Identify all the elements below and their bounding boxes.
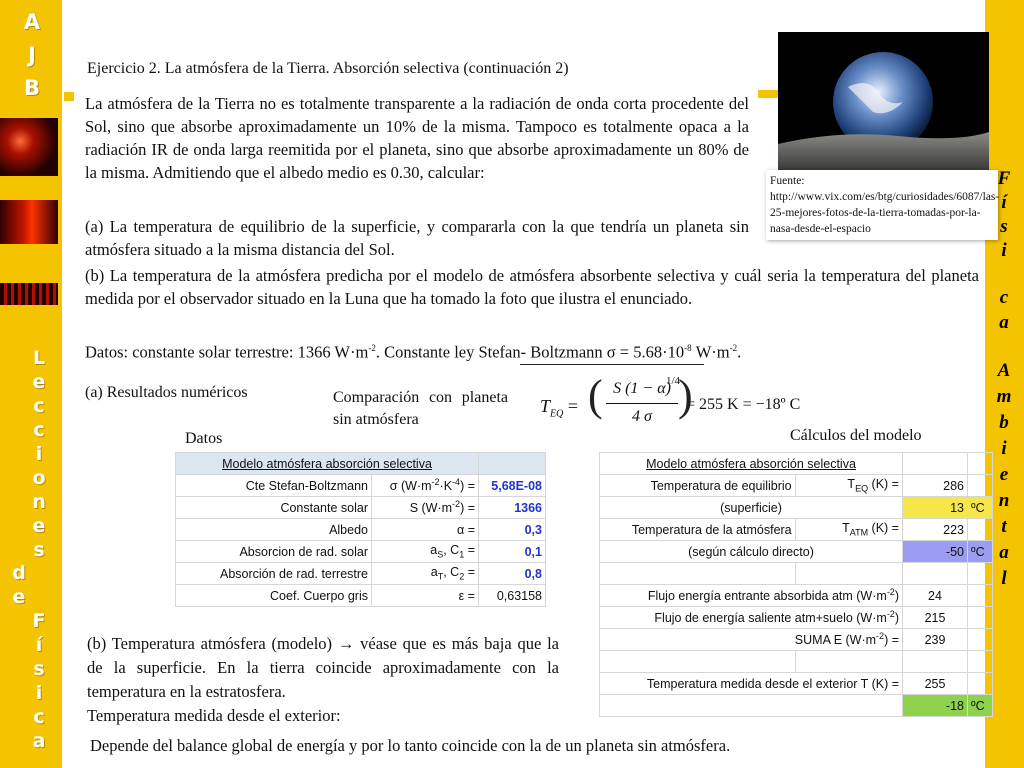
table-row bbox=[600, 563, 993, 585]
decorative-dash bbox=[758, 90, 780, 98]
left-letter: e bbox=[12, 586, 26, 608]
right-letter: n bbox=[998, 490, 1010, 511]
right-letter: s bbox=[1000, 216, 1008, 237]
left-letter: d bbox=[12, 562, 26, 584]
left-letter: s bbox=[33, 539, 45, 561]
right-letter: F bbox=[997, 168, 1011, 189]
formula-power: 1/4 bbox=[666, 375, 681, 387]
formula-lhs: $T_{EQ}$ = bbox=[540, 396, 579, 420]
table-row bbox=[176, 563, 546, 585]
fraction-bar bbox=[606, 403, 678, 404]
exponent: -2 bbox=[729, 343, 738, 353]
calc-value: 24 bbox=[903, 585, 968, 607]
formula-result: = 255 K = −18º C bbox=[686, 396, 801, 413]
table-cell bbox=[968, 519, 993, 541]
calc-name: Flujo energía entrante absorbida atm $(W\cdot m^{-2})$ bbox=[600, 585, 903, 607]
left-letter: c bbox=[33, 395, 45, 417]
calc-value: 286 bbox=[903, 475, 968, 497]
table-row bbox=[176, 585, 546, 607]
exterior-label: Temperatura medida desde el exterior: bbox=[87, 706, 341, 725]
param-value: 0,63158 bbox=[479, 585, 546, 607]
left-letter: í bbox=[35, 634, 43, 656]
formula-denominator: 4 σ bbox=[632, 408, 652, 425]
param-name: Constante solar bbox=[176, 497, 372, 519]
left-letter: a bbox=[32, 730, 46, 752]
brand-letter-b: B bbox=[23, 76, 40, 100]
table-cell bbox=[968, 673, 993, 695]
earthrise-photo bbox=[778, 32, 989, 170]
exponent: -8 bbox=[684, 343, 692, 353]
given-data-unit: W·m bbox=[691, 342, 730, 362]
table-title: Modelo atmósfera absorción selectiva bbox=[176, 453, 479, 475]
calc-label: Cálculos del modelo bbox=[790, 427, 922, 444]
calc-name: (según cálculo directo) bbox=[600, 541, 903, 563]
table-row bbox=[600, 585, 993, 607]
table-cell bbox=[903, 563, 968, 585]
calc-name: Flujo de energía saliente atm+suelo $(W\cdot m^{-2})$ bbox=[600, 607, 903, 629]
formula-numerator: S (1 − α) bbox=[613, 380, 671, 397]
table-cell bbox=[903, 453, 968, 475]
table-cell bbox=[795, 651, 902, 673]
intro-paragraph: La atmósfera de la Tierra no es totalmente transparente a la radiación de onda corta procedente del Sol, sino que absorbe aproximadamente un 10% de la misma. Tampoco es totalmente opaca a la radiación IR de onda larga reemitida por el planeta, sino que absorbe aproximadamente un 80% de la misma. Admitiendo que el albedo medio es 0.30, calcular: bbox=[85, 94, 749, 182]
photo-caption: Fuente: http://www.vix.com/es/btg/curiosidades/6087/las-25-mejores-fotos-de-la-tierra-tomadas-por-la-nasa-desde-el-espacio bbox=[766, 170, 998, 240]
param-name: Albedo bbox=[176, 519, 372, 541]
right-letter: A bbox=[997, 360, 1011, 381]
thumbnail-image-2 bbox=[0, 200, 58, 244]
table-cell bbox=[968, 607, 993, 629]
calc-value: 255 bbox=[903, 673, 968, 695]
param-symbol: α = bbox=[372, 519, 479, 541]
calc-name: Temperatura de equilibrio bbox=[600, 475, 796, 497]
param-symbol: $a_T$, $C_2$ = bbox=[372, 563, 479, 585]
calc-value: 215 bbox=[903, 607, 968, 629]
left-letter: e bbox=[32, 371, 46, 393]
calc-name: Temperatura de la atmósfera bbox=[600, 519, 796, 541]
param-value: 0,3 bbox=[479, 519, 546, 541]
table-header-row bbox=[600, 453, 993, 475]
table-row bbox=[600, 695, 993, 717]
table-row bbox=[600, 519, 993, 541]
param-symbol: σ $(W\cdot m^{-2}\cdot K^{-4})$ = bbox=[372, 475, 479, 497]
table-cell bbox=[600, 563, 796, 585]
param-name: Coef. Cuerpo gris bbox=[176, 585, 372, 607]
calc-unit: ºC bbox=[968, 695, 993, 717]
datos-label: Datos bbox=[185, 430, 223, 447]
table-row bbox=[600, 629, 993, 651]
calc-table bbox=[599, 452, 993, 717]
left-letter: o bbox=[32, 467, 46, 489]
param-value: 0,1 bbox=[479, 541, 546, 563]
given-data-middle: . Constante ley Stefan- Boltzmann σ = 5.68·10 bbox=[375, 342, 685, 362]
left-letter: e bbox=[32, 515, 46, 537]
earthrise-graphic bbox=[778, 32, 989, 170]
table-row bbox=[600, 475, 993, 497]
table-header-row bbox=[176, 453, 546, 475]
left-letter: c bbox=[33, 419, 45, 441]
right-letter: e bbox=[999, 464, 1009, 485]
table-cell bbox=[903, 651, 968, 673]
param-symbol: S $(W\cdot m^{-2})$ = bbox=[372, 497, 479, 519]
calc-value: 223 bbox=[903, 519, 968, 541]
table-cell bbox=[479, 453, 546, 475]
right-letter: c bbox=[999, 287, 1009, 308]
calc-name: (superficie) bbox=[600, 497, 903, 519]
decorative-dash bbox=[64, 92, 74, 101]
calc-name bbox=[600, 695, 903, 717]
param-name: Absorción de rad. terrestre bbox=[176, 563, 372, 585]
thumbnail-image-1 bbox=[0, 118, 58, 176]
right-letter: i bbox=[1001, 438, 1007, 459]
calc-unit: ºC bbox=[968, 497, 993, 519]
given-data-prefix: Datos: constante solar terrestre: 1366 W·m bbox=[85, 342, 369, 362]
calc-name: Temperatura medida desde el exterior T (K) = bbox=[600, 673, 903, 695]
conclusion: Depende del balance global de energía y por lo tanto coincide con la de un planeta sin atmósfera. bbox=[90, 736, 731, 755]
page-title: Ejercicio 2. La atmósfera de la Tierra. Absorción selectiva (continuación 2) bbox=[87, 60, 569, 77]
calc-symbol: $T_{EQ}$ (K) = bbox=[795, 475, 902, 497]
right-letter: a bbox=[999, 312, 1009, 333]
left-letter: s bbox=[33, 658, 45, 680]
table-cell bbox=[968, 585, 993, 607]
right-letter: b bbox=[999, 412, 1009, 433]
brand-letter-a: A bbox=[23, 10, 41, 34]
param-symbol: $a_S$, $C_1$ = bbox=[372, 541, 479, 563]
table-cell bbox=[795, 563, 902, 585]
param-symbol: ε = bbox=[372, 585, 479, 607]
table-cell bbox=[968, 475, 993, 497]
calc-value: -18 bbox=[903, 695, 968, 717]
brand-letter-j: J bbox=[28, 43, 36, 67]
calc-name: SUMA E $(W\cdot m^{-2})$ = bbox=[600, 629, 903, 651]
left-paren: ( bbox=[588, 371, 603, 420]
table-row bbox=[176, 475, 546, 497]
divider-line bbox=[520, 364, 704, 365]
table-row bbox=[600, 651, 993, 673]
table-cell bbox=[600, 651, 796, 673]
right-letter: í bbox=[1001, 192, 1007, 213]
table-row bbox=[600, 497, 993, 519]
calc-symbol: $T_{ATM}$ (K) = bbox=[795, 519, 902, 541]
calc-value: 239 bbox=[903, 629, 968, 651]
table-row bbox=[176, 497, 546, 519]
data-table bbox=[175, 452, 546, 607]
table-cell bbox=[968, 629, 993, 651]
left-letter: F bbox=[32, 610, 46, 632]
given-data-end: . bbox=[737, 342, 742, 362]
left-letter: n bbox=[32, 491, 46, 513]
right-letter: t bbox=[1001, 516, 1007, 537]
param-value: 1366 bbox=[479, 497, 546, 519]
param-value: 5,68E-08 bbox=[479, 475, 546, 497]
right-letter: m bbox=[996, 386, 1012, 407]
comparison-label: Comparación con planeta sin atmósfera bbox=[333, 389, 508, 428]
right-paren: ) bbox=[678, 371, 693, 420]
right-letter: a bbox=[999, 542, 1009, 563]
param-name: Cte Stefan-Boltzmann bbox=[176, 475, 372, 497]
table-row bbox=[176, 519, 546, 541]
table-cell bbox=[968, 651, 993, 673]
table-row bbox=[600, 607, 993, 629]
given-data-line bbox=[85, 337, 979, 364]
right-letter: l bbox=[1001, 568, 1007, 589]
table-cell bbox=[968, 453, 993, 475]
question-part-b: (b) La temperatura de la atmósfera predicha por el modelo de atmósfera absorbente selectiva y cuál seria la temperatura del planeta medida por el observador situado en la Luna que ha tomado la foto que ilustra el enunciado. bbox=[85, 266, 979, 308]
left-letter: i bbox=[35, 682, 43, 704]
question-part-a: (a) La temperatura de equilibrio de la superficie, y compararla con la que tendría un planeta sin atmósfera situado a la misma distancia del Sol. bbox=[85, 217, 749, 259]
part-b-answer: (b) Temperatura atmósfera (modelo) → véase que es más baja que la de la superficie. En la tierra coincide aproximadamente con la temperatura en la estratosfera. bbox=[87, 634, 559, 701]
left-letter: i bbox=[35, 443, 43, 465]
left-letter: L bbox=[32, 347, 46, 369]
exponent: -2 bbox=[368, 343, 376, 353]
calc-value: 13 bbox=[903, 497, 968, 519]
table-title: Modelo atmósfera absorción selectiva bbox=[600, 453, 903, 475]
table-row bbox=[176, 541, 546, 563]
param-value: 0,8 bbox=[479, 563, 546, 585]
thumbnail-image-3 bbox=[0, 283, 58, 305]
results-label: (a) Resultados numéricos bbox=[85, 384, 248, 401]
calc-unit: ºC bbox=[968, 541, 993, 563]
right-letter: i bbox=[1001, 240, 1007, 261]
table-row bbox=[600, 673, 993, 695]
table-row bbox=[600, 541, 993, 563]
calc-value: -50 bbox=[903, 541, 968, 563]
left-letter: c bbox=[33, 706, 45, 728]
table-cell bbox=[968, 563, 993, 585]
param-name: Absorcion de rad. solar bbox=[176, 541, 372, 563]
